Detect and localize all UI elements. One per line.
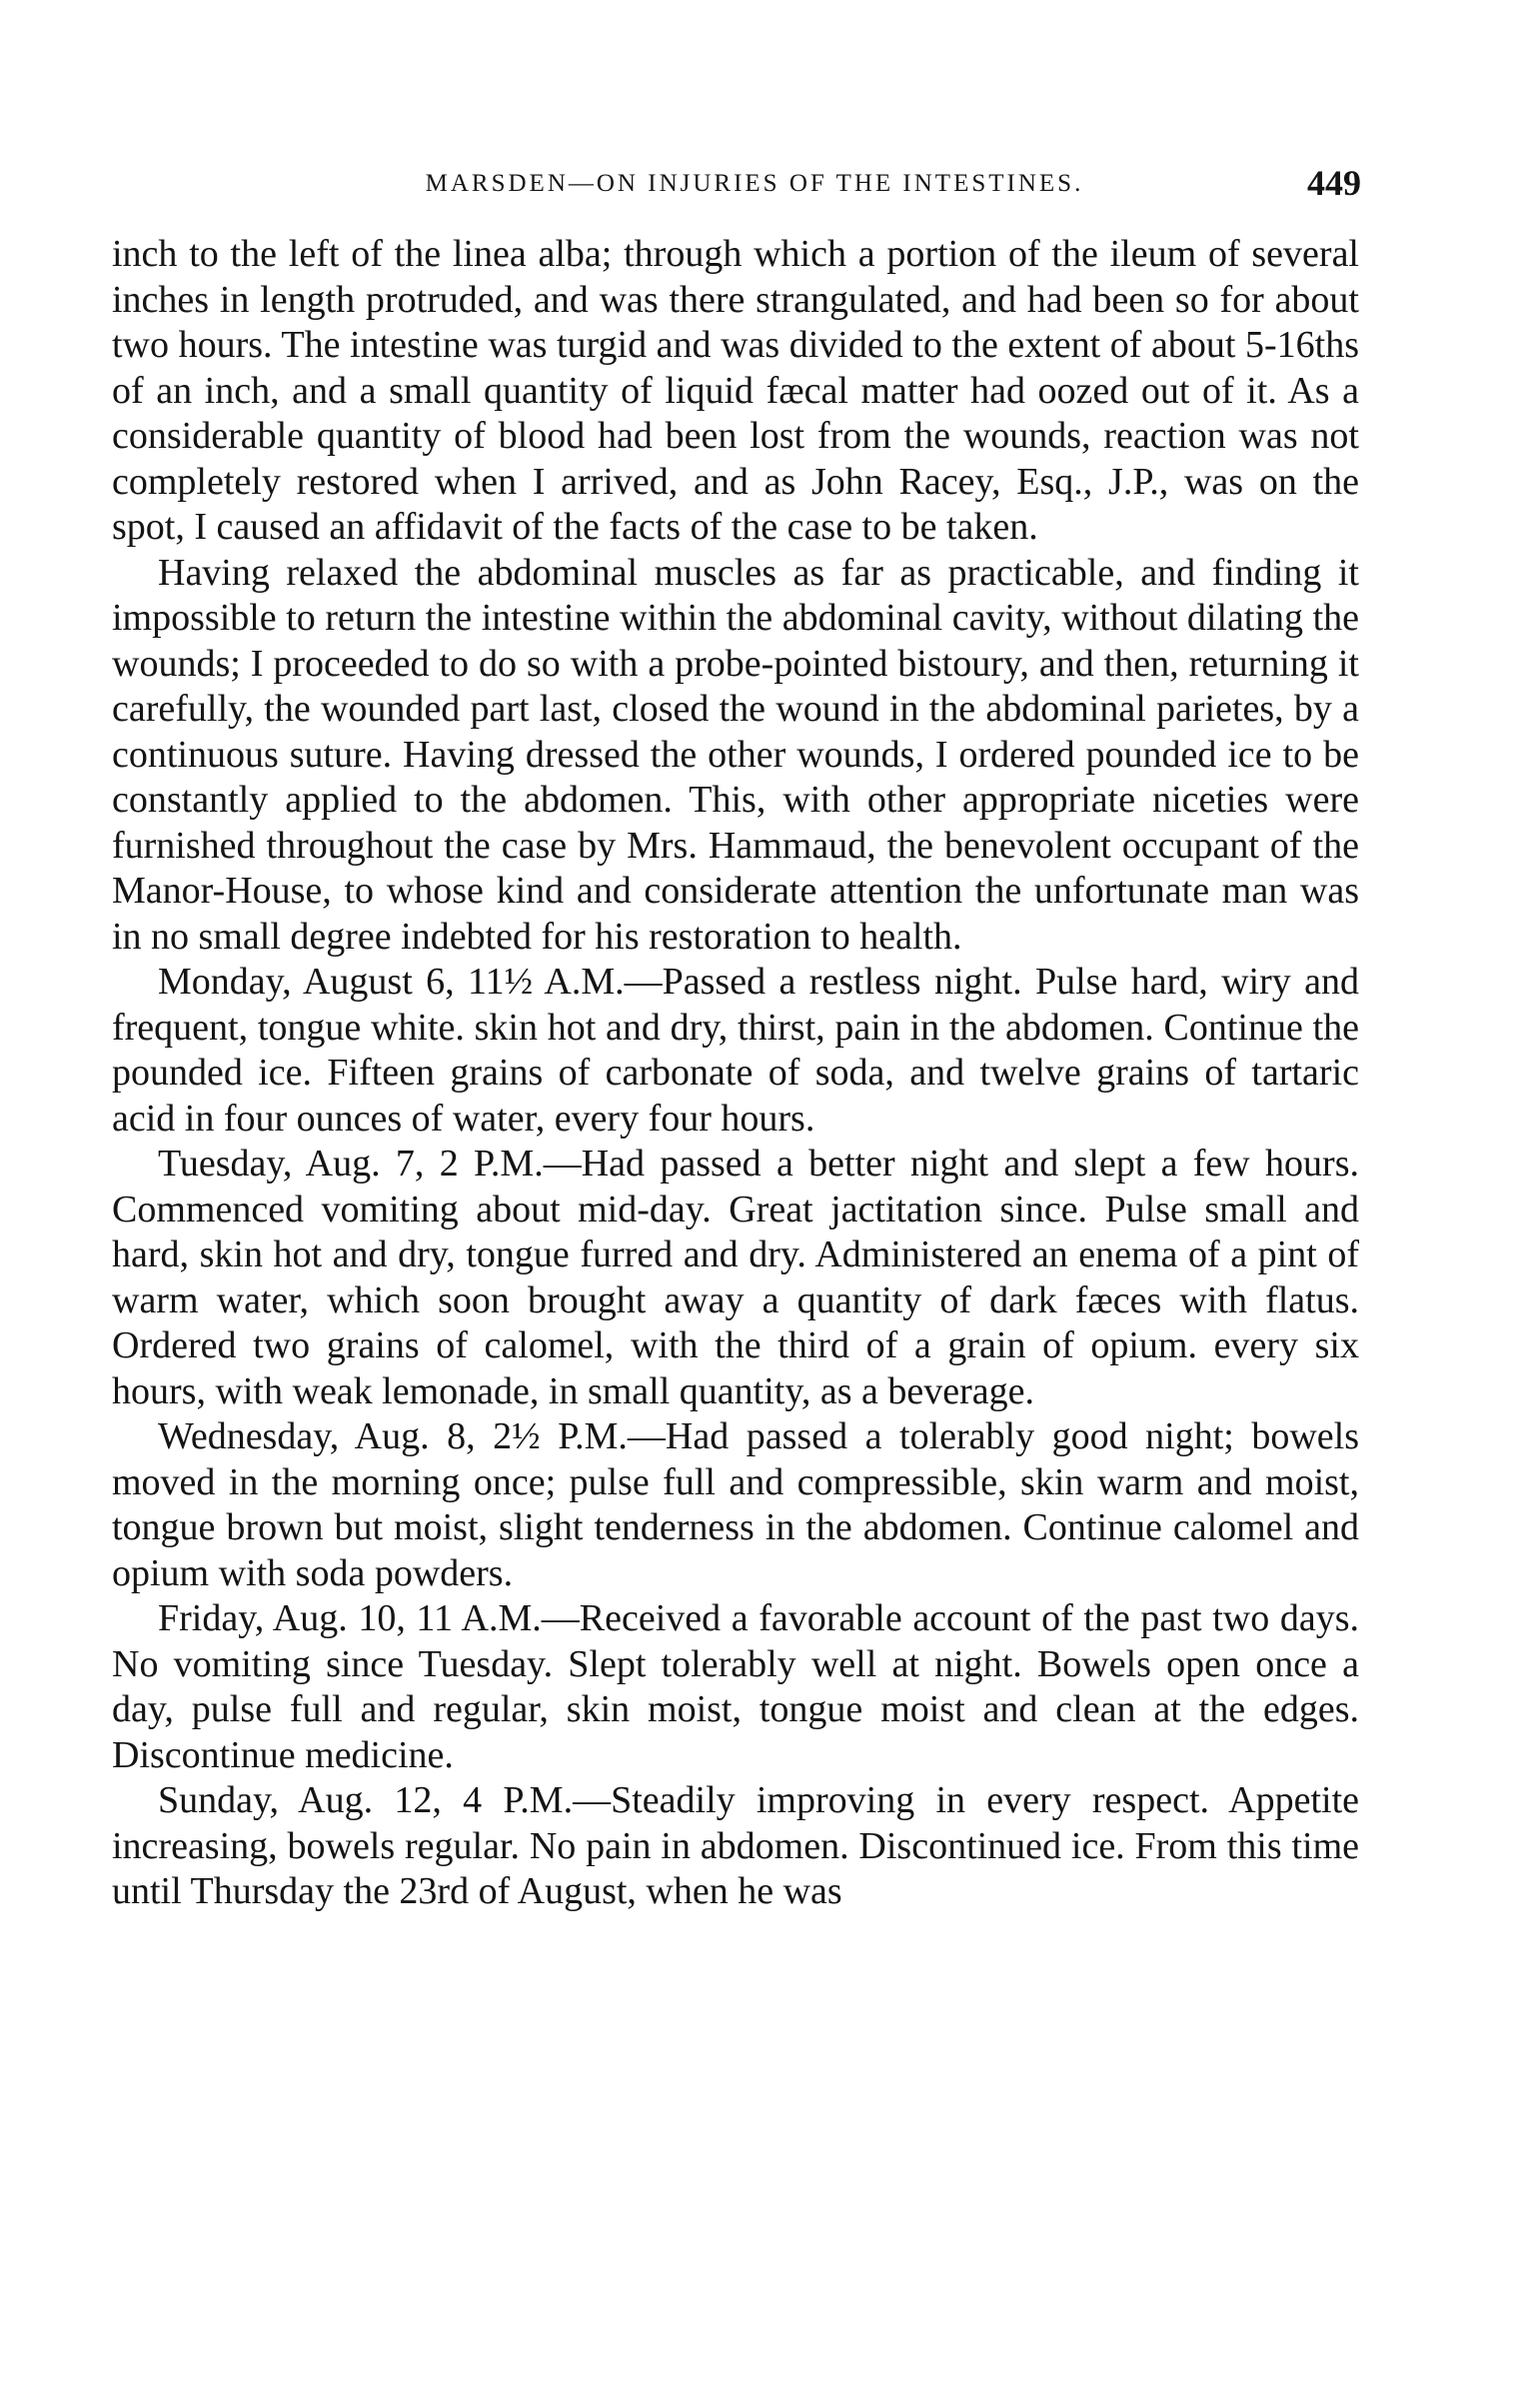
running-head <box>110 160 1399 210</box>
body-text <box>112 232 1359 1915</box>
paragraph-procedure: Having relaxed the abdominal muscles as far as practicable, and finding it impossible to return the intestine within the abdominal cavity, without dilating the wounds; I proceeded to do so with a probe-pointed bistoury, and then, returning it carefully, the wounded part last, closed the wound in the abdominal parietes, by a continuous suture. Having dressed the other wounds, I ordered pounded ice to be constantly applied to the abdomen. This, with other appropriate niceties were furnished throughout the case by Mrs. Hammaud, the benevolent occupant of the Manor-House, to whose kind and considerate attention the unfortunate man was in no small degree indebted for his restoration to health. <box>112 551 1359 958</box>
page-number: 449 <box>1307 163 1361 203</box>
paragraph-monday: Monday, August 6, 11½ A.M.—Passed a restless night. Pulse hard, wiry and frequent, tongue white. skin hot and dry, thirst, pain in the abdomen. Continue the pounded ice. Fifteen grains of carbonate of soda, and twelve grains of tartaric acid in four ounces of water, every four hours. <box>112 961 1359 1140</box>
paragraph-tuesday: Tuesday, Aug. 7, 2 P.M.—Had passed a better night and slept a few hours. Commenced vomiting about mid-day. Great jactitation since. Pulse small and hard, skin hot and dry, tongue furred and dry. Administered an enema of a pint of warm water, which soon brought away a quantity of dark fæces with flatus. Ordered two grains of calomel, with the third of a grain of opium. every six hours, with weak lemonade, in small quantity, as a beverage. <box>112 1143 1359 1412</box>
paragraph-sunday: Sunday, Aug. 12, 4 P.M.—Steadily improving in every respect. Appetite increasing, bowels regular. No pain in abdomen. Discontinued ice. From this time until Thursday the 23rd of August, when he was <box>112 1779 1359 1912</box>
running-title: MARSDEN—ON INJURIES OF THE INTESTINES. <box>425 170 1084 197</box>
paragraph-friday: Friday, Aug. 10, 11 A.M.—Received a favorable account of the past two days. No vomiting since Tuesday. Slept tolerably well at night. Bowels open once a day, pulse full and regular, skin moist, tongue moist and clean at the edges. Discontinue medicine. <box>112 1597 1359 1776</box>
paragraph-wednesday: Wednesday, Aug. 8, 2½ P.M.—Had passed a tolerably good night; bowels moved in the morning once; pulse full and compressible, skin warm and moist, tongue brown but moist, slight tenderness in the abdomen. Continue calomel and opium with soda powders. <box>112 1415 1359 1594</box>
paragraph-continuation: inch to the left of the linea alba; through which a portion of the ileum of several inches in length protruded, and was there strangulated, and had been so for about two hours. The intestine was turgid and was divided to the extent of about 5-16ths of an inch, and a small quantity of liquid fæcal matter had oozed out of it. As a considerable quantity of blood had been lost from the wounds, reaction was not completely restored when I arrived, and as John Racey, Esq., J.P., was on the spot, I caused an affidavit of the facts of the case to be taken. <box>112 233 1359 548</box>
